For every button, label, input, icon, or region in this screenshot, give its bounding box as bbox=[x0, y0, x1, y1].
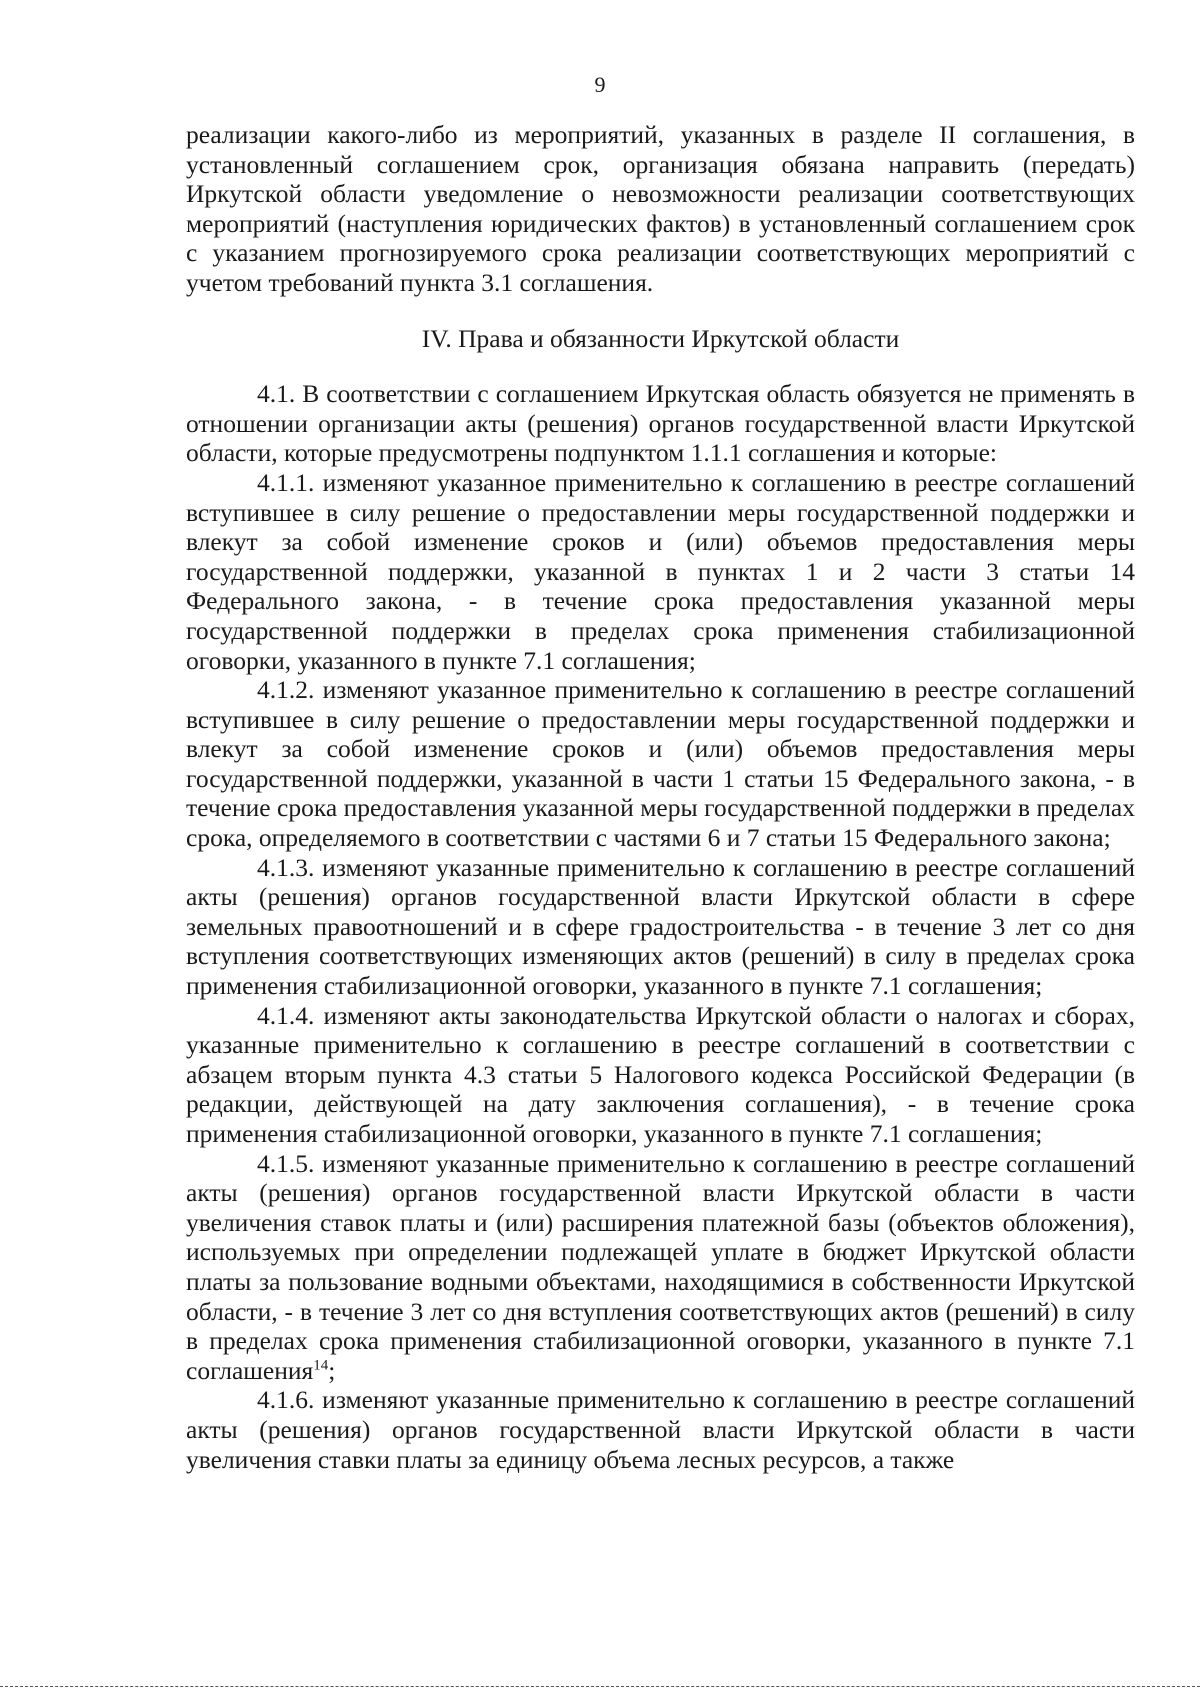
paragraph-4-1-6: 4.1.6. изменяют указанные применительно к соглашению в реестре соглашений акты (решения) органов государственной власти Иркутской области в части увеличения ставки платы за единицу объема лесных ресурсов, а также bbox=[186, 1385, 1135, 1474]
intro-paragraph: реализации какого-либо из мероприятий, указанных в разделе II соглашения, в установленный соглашением срок, организация обязана направить (передать) Иркутской области уведомление о невозможности реализации соответствующих мероприятий (наступления юридических фактов) в установленный соглашением срок с указанием прогнозируемого срока реализации соответствующих мероприятий с учетом требований пункта 3.1 соглашения. bbox=[186, 120, 1135, 297]
document-body bbox=[186, 120, 1135, 1474]
paragraph-4-1-5-end: ; bbox=[328, 1355, 336, 1385]
paragraph-4-1-5-text: 4.1.5. изменяют указанные применительно к соглашению в реестре соглашений акты (решения) органов государственной власти Иркутской области в части увеличения ставок платы и (или) расширения платежной базы (объектов обложения), используемых при определении подлежащей уплате в бюджет Иркутской области платы за пользование водными объектами, находящимися в собственности Иркутской области, - в течение 3 лет со дня вступления соответствующих актов (решений) в силу в пределах срока применения стабилизационной оговорки, указанного в пункте 7.1 соглашения bbox=[186, 1148, 1135, 1385]
paragraph-4-1-5 bbox=[186, 1149, 1135, 1386]
paragraph-4-1-2: 4.1.2. изменяют указанное применительно к соглашению в реестре соглашений вступившее в силу решение о предоставлении меры государственной поддержки и влекут за собой изменение сроков и (или) объемов предоставления меры государственной поддержки, указанной в части 1 статьи 15 Федерального закона, - в течение срока предоставления указанной меры государственной поддержки в пределах срока, определяемого в соответствии с частями 6 и 7 статьи 15 Федерального закона; bbox=[186, 675, 1135, 853]
page-bottom-edge bbox=[0, 1686, 1200, 1687]
paragraph-4-1: 4.1. В соответствии с соглашением Иркутская область обязуется не применять в отношении организации акты (решения) органов государственной власти Иркутской области, которые предусмотрены подпунктом 1.1.1 соглашения и которые: bbox=[186, 379, 1135, 468]
paragraph-4-1-3: 4.1.3. изменяют указанные применительно к соглашению в реестре соглашений акты (решения) органов государственной власти Иркутской области в сфере земельных правоотношений и в сфере градостроительства - в течение 3 лет со дня вступления соответствующих изменяющих актов (решений) в силу в пределах срока применения стабилизационной оговорки, указанного в пункте 7.1 соглашения; bbox=[186, 852, 1135, 1001]
footnote-reference: 14 bbox=[313, 1357, 329, 1374]
page-number: 9 bbox=[594, 72, 606, 97]
section-heading: IV. Права и обязанности Иркутской области bbox=[421, 323, 900, 353]
paragraph-4-1-1: 4.1.1. изменяют указанное применительно к соглашению в реестре соглашений вступившее в силу решение о предоставлении меры государственной поддержки и влекут за собой изменение сроков и (или) объемов предоставления меры государственной поддержки, указанной в пунктах 1 и 2 части 3 статьи 14 Федерального закона, - в течение срока предоставления указанной меры государственной поддержки в пределах срока применения стабилизационной оговорки, указанного в пункте 7.1 соглашения; bbox=[186, 467, 1135, 675]
paragraph-4-1-4: 4.1.4. изменяют акты законодательства Иркутской области о налогах и сборах, указанные применительно к соглашению в реестре соглашений в соответствии с абзацем вторым пункта 4.3 статьи 5 Налогового кодекса Российской Федерации (в редакции, действующей на дату заключения соглашения), - в течение срока применения стабилизационной оговорки, указанного в пункте 7.1 соглашения; bbox=[186, 1000, 1135, 1148]
